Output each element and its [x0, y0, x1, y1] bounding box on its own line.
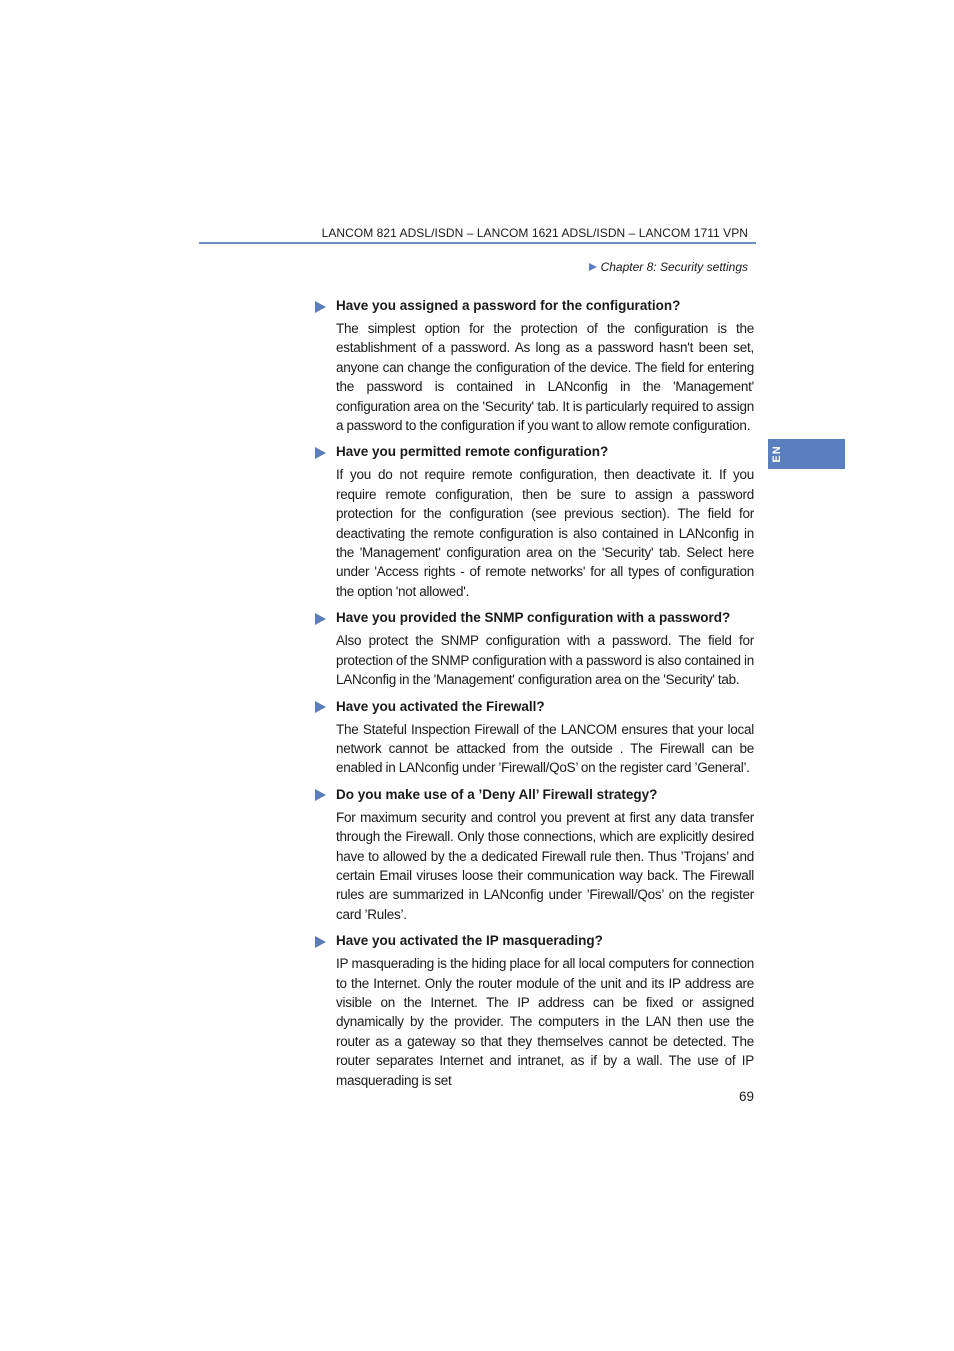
chapter-label: Chapter 8: Security settings	[600, 260, 748, 274]
answer-paragraph: If you do not require remote configuration, then deactivate it. If you require remote configuration, then be sure to assign a password protection for the configuration (see previous section). The field for deactivating the remote configuration is also contained in LANconfig in the 'Management' configuration area on the 'Security' tab. Select here under 'Access rights - of remote networks' for all types of configuration the option 'not allowed'.	[336, 467, 754, 599]
answer-paragraph: The simplest option for the protection of the configuration is the establishment of a password. As long as a password hasn't been set, anyone can change the configuration of the device. The field for entering the password is contained in LANconfig in the 'Management' configuration area on the 'Security' tab. It is particularly required to assign a password to the configuration if you want to allow remote configuration.	[336, 321, 754, 434]
running-header: LANCOM 821 ADSL/ISDN – LANCOM 1621 ADSL/ISDN – LANCOM 1711 VPN	[321, 226, 748, 240]
question-text: Have you permitted remote configuration?	[336, 444, 609, 460]
question-heading	[336, 608, 754, 627]
language-tab	[768, 439, 845, 469]
page-number: 69	[738, 1089, 754, 1104]
question-heading	[336, 931, 754, 950]
answer-paragraph: The Stateful Inspection Firewall of the LANCOM ensures that your local network cannot be attacked from the outside . The Firewall can be enabled in LANconfig under ’Firewall/QoS’ on the register card ’General’.	[336, 721, 754, 776]
answer-paragraph: For maximum security and control you prevent at first any data transfer through the Firewall. Only those connections, which are explicitly desired have to allowed by the a dedicated Firewall rule then. Thus ’Trojans’ and certain Email viruses loose their communication way back. The Firewall rules are summarized in LANconfig under ’Firewall/Qos’ on the register card ’Rules’.	[336, 809, 754, 922]
question-text: Have you activated the Firewall?	[336, 698, 545, 714]
question-heading	[336, 442, 754, 461]
question-heading	[336, 296, 754, 315]
breadcrumb	[540, 260, 748, 274]
checklist-item	[336, 296, 754, 435]
language-tab-label: EN	[771, 445, 783, 463]
triangle-bullet-icon	[315, 701, 326, 713]
triangle-bullet-icon	[589, 263, 597, 271]
triangle-bullet-icon	[315, 613, 326, 625]
triangle-bullet-icon	[315, 936, 326, 948]
triangle-bullet-icon	[315, 789, 326, 801]
question-heading	[336, 785, 754, 804]
checklist-item	[336, 608, 754, 689]
triangle-bullet-icon	[315, 447, 326, 459]
checklist-item	[336, 785, 754, 924]
question-text: Have you assigned a password for the configuration?	[336, 298, 681, 313]
answer-paragraph: IP masquerading is the hiding place for all local computers for connection to the Internet. Only the router module of the unit and its IP address are visible on the Internet. The IP address can be fixed or assigned dynamically by the provider. The computers in the LAN then use the router as a gateway so that they themselves cannot be detected. The router separates Internet and intranet, as if by a wall. The use of IP masquerading is set	[336, 956, 754, 1088]
question-heading	[336, 697, 754, 716]
question-text: Have you activated the IP masquerading?	[336, 933, 603, 949]
question-text: Do you make use of a ’Deny All’ Firewall strategy?	[336, 786, 658, 802]
triangle-bullet-icon	[315, 301, 326, 313]
checklist-item	[336, 931, 754, 1090]
question-text: Have you provided the SNMP configuration with a password?	[336, 610, 731, 626]
answer-paragraph: Also protect the SNMP configuration with a password. The field for protection of the SNMP configuration with a password is also contained in LANconfig in the 'Management' configuration area on the 'Security' tab.	[336, 633, 754, 688]
checklist	[336, 296, 754, 1097]
checklist-item	[336, 697, 754, 778]
header-divider	[199, 242, 756, 244]
checklist-item	[336, 442, 754, 601]
